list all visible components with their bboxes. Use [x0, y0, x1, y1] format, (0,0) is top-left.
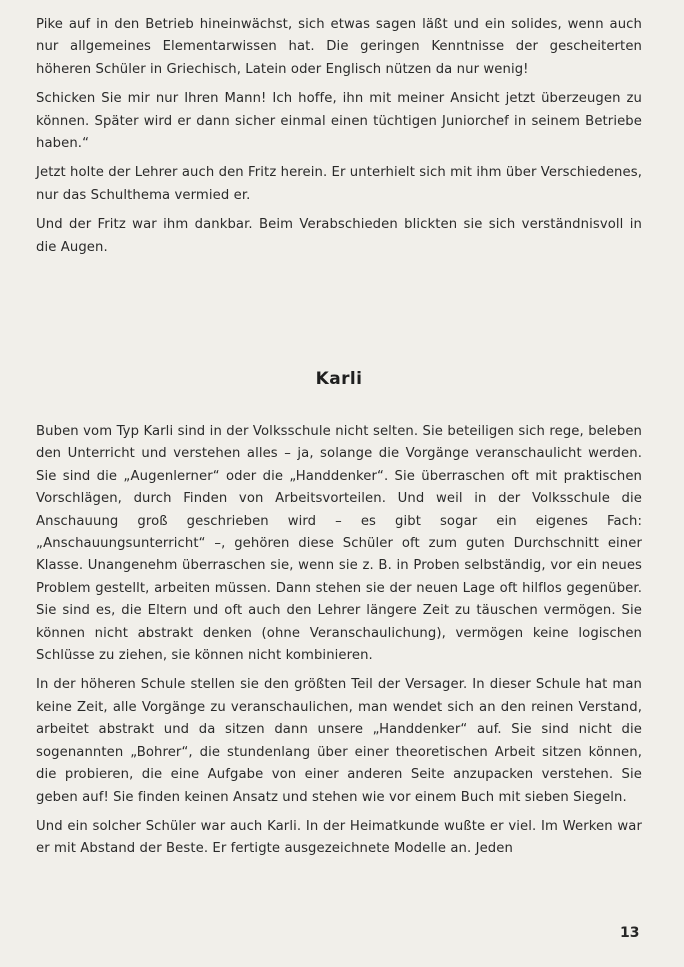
paragraph: Pike auf in den Betrieb hineinwächst, sich etwas sagen läßt und ein solides, wenn auch nur allgemeines Elementarwissen hat. Die geringen Kenntnisse der gescheiterten höheren Schüler in Griechisch, Latein oder Englisch nützen da nur wenig!	[36, 17, 642, 77]
paragraph: Schicken Sie mir nur Ihren Mann! Ich hoffe, ihn mit meiner Ansicht jetzt überzeugen zu können. Später wird er dann sicher einmal einen tüchtigen Juniorchef in seinem Betriebe haben.“	[36, 91, 642, 152]
paragraph: Buben vom Typ Karli sind in der Volksschule nicht selten. Sie beteiligen sich rege, beleben den Unterricht und verstehen alles – ja, solange die Vorgänge veranschaulicht werden. Sie sind die „Augenlerner“ oder die „Handdenker“. Sie überraschen oft mit praktischen Vorschlägen, durch Finden von Arbeitsvorteilen. Und weil in der Volksschule die Anschauung groß geschrieben wird – es gibt sogar ein eigenes Fach: „Anschauungsunterricht“ –, gehören diese Schüler oft zum guten Durchschnitt einer Klasse. Unangenehm überraschen sie, wenn sie z. B. in Proben selbständig, vor ein neues Problem gestellt, arbeiten müssen. Dann stehen sie der neuen Lage oft hilflos gegenüber. Sie sind es, die Eltern und oft auch den Lehrer längere Zeit zu täuschen vermögen. Sie können nicht abstrakt denken (ohne Veranschaulichung), vermögen keine logischen Schlüsse zu ziehen, sie können nicht kombinieren.	[36, 424, 642, 664]
paragraph: Und ein solcher Schüler war auch Karli. In der Heimatkunde wußte er viel. Im Werken war er mit Abstand der Beste. Er fertigte ausgezeichnete Modelle an. Jeden	[36, 818, 642, 857]
paragraph: Jetzt holte der Lehrer auch den Fritz herein. Er unterhielt sich mit ihm über Verschiedenes, nur das Schulthema vermied er.	[36, 165, 642, 203]
text-block-karli	[36, 421, 642, 861]
section-heading: Karli	[315, 369, 363, 389]
page-number: 13	[620, 925, 640, 941]
section-heading-container	[36, 369, 642, 389]
paragraph: In der höheren Schule stellen sie den größten Teil der Versager. In dieser Schule hat man keine Zeit, alle Vorgänge zu veranschaulichen, man wendet sich an den reinen Verstand, arbeitet abstrakt und da sitzen dann unsere „Handdenker“ auf. Sie sind nicht die sogenannten „Bohrer“, die stundenlang über einer theoretischen Arbeit sitzen können, die probieren, die eine Aufgabe von einer anderen Seite anzupacken verstehen. Sie geben auf! Sie finden keinen Ansatz und stehen wie vor einem Buch mit sieben Siegeln.	[36, 677, 642, 805]
text-block-top	[36, 14, 642, 259]
paragraph: Und der Fritz war ihm dankbar. Beim Verabschieden blickten sie sich verständnisvoll in die Augen.	[36, 217, 642, 255]
